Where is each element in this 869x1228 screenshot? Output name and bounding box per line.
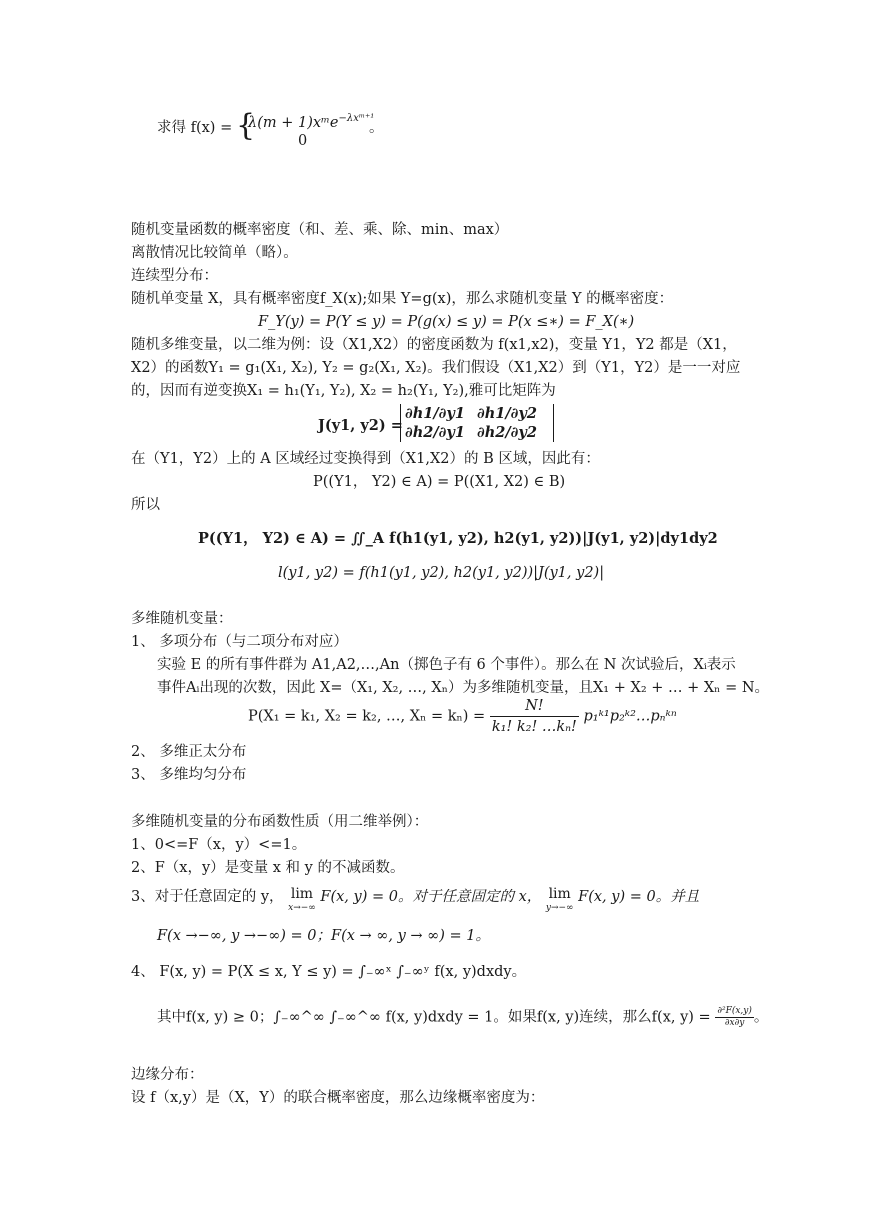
multinomial-fraction: $\frac{N!}{\text{k₁! k₂! …kₙ!}}$ [491,698,577,735]
section-heading-functions: 随机变量函数的概率密度（和、差、乘、除、min、max） [131,222,509,238]
partial-derivative-fraction: $\frac{\text{∂²F(x,y)}}{\partial x\partial y}$ [717,1006,752,1028]
multi-line2: X2）的函数Y₁ = g₁(X₁, X₂), Y₂ = g₂(X₁, X₂)。我们假设（X1,X2）到（Y1，Y2）是一一对应 [131,360,741,376]
multi-intro: 随机多维变量，以二维为例：设（X1,X2）的密度函数为 f(x1,x2)，变量 Y1，Y2 都是（X1， [131,337,737,353]
jacobian-m22: ∂h2/∂y2 [477,424,537,441]
result-label: 求得 f(x) = [157,120,233,136]
properties-heading: 多维随机变量的分布函数性质（用二维举例）： [131,814,429,830]
l-eq: l(y1, y2) = f(h1(y1, y2), h2(y1, y2))|J(y1, y2)| [278,565,605,581]
suoyi-label: 所以 [131,497,160,513]
property-1: 1、0<=F（x，y）<=1。 [131,837,307,853]
property-4-note: 其中f(x, y) ≥ 0；∫₋∞^∞ ∫₋∞^∞ f(x, y)dxdy = 1。如果f(x, y)连续，那么f(x, y) = $\frac{\text{∂²F(x,y)}}{\partial x\partial y}$ 。 [157,1006,769,1028]
property-2: 2、F（x，y）是变量 x 和 y 的不减函数。 [131,860,405,876]
piecewise-top: λ(m + 1)xᵐe$^{-\lambda xᵐ^{+1}}$ [248,113,375,131]
multinomial-eq: P(X₁ = k₁, X₂ = k₂, …, Xₙ = kₙ) = $\frac{N!}{\text{k₁! k₂! …kₙ!}}$ p₁ᵏ¹p₂ᵏ²…pₙᵏⁿ [248,698,677,735]
property-3: 3、对于任意固定的 y， lim x→−∞ F(x, y) = 0。对于任意固定的 x， lim y→−∞ F(x, y) = 0。并且 [131,886,700,913]
eq-fy: F_Y(y) = P(Y ≤ y) = P(g(x) ≤ y) = P(x ≤∗) = F_X(∗) [258,314,635,330]
integral-eq: P((Y1， Y2) ∈ A) = ∬_A f(h1(y1, y2), h2(y1, y2))|J(y1, y2)|dy1dy2 [198,530,718,547]
jacobian-m11: ∂h1/∂y1 [405,405,465,422]
marginal-heading: 边缘分布： [131,1067,204,1083]
multi-rv-heading: 多维随机变量： [131,611,233,627]
multi-line3: 的，因而有逆变换X₁ = h₁(Y₁, Y₂), X₂ = h₂(Y₁, Y₂),雅可比矩阵为 [131,383,556,399]
multinomial-desc-1: 实验 E 的所有事件群为 A1,A2,…,An（掷色子有 6 个事件）。那么在 N 次试验后，Xᵢ表示 [157,657,736,673]
region-eq: P((Y1， Y2) ∈ A) = P((X1, X2) ∈ B) [313,474,566,490]
jacobian-matrix [400,404,554,442]
property-3-line2: F(x →−∞, y →−∞) = 0；F(x → ∞, y → ∞) = 1。 [157,928,490,944]
limit-y: lim y→−∞ [545,886,574,913]
jacobian-m21: ∂h2/∂y1 [405,424,465,441]
piecewise-end: 。 [369,120,384,136]
piecewise-bottom: 0 [298,133,308,149]
list-item-normal: 2、 多维正太分布 [131,744,247,760]
list-item-uniform: 3、 多维均匀分布 [131,767,247,783]
region-text: 在（Y1，Y2）上的 A 区域经过变换得到（X1,X2）的 B 区域，因此有： [131,451,600,467]
list-item-multinomial: 1、 多项分布（与二项分布对应） [131,634,348,650]
property-4: 4、 F(x, y) = P(X ≤ x, Y ≤ y) = ∫₋∞ˣ ∫₋∞ʸ f(x, y)dxdy。 [131,964,527,980]
discrete-note: 离散情况比较简单（略）。 [131,245,298,261]
single-var-text: 随机单变量 X，具有概率密度f_X(x);如果 Y=g(x)，那么求随机变量 Y 的概率密度： [131,291,674,307]
continuous-heading: 连续型分布： [131,268,218,284]
multinomial-desc-2: 事件Aᵢ出现的次数，因此 X=（X₁, X₂, …, Xₙ）为多维随机变量，且X₁ + X₂ + … + Xₙ = N。 [157,680,770,696]
marginal-text: 设 f（x,y）是（X，Y）的联合概率密度，那么边缘概率密度为： [131,1090,545,1106]
limit-x: lim x→−∞ [288,886,316,913]
jacobian-m12: ∂h1/∂y2 [477,405,537,422]
piecewise-brace: { [236,108,256,143]
jacobian-lhs: J(y1, y2) = [318,417,403,434]
